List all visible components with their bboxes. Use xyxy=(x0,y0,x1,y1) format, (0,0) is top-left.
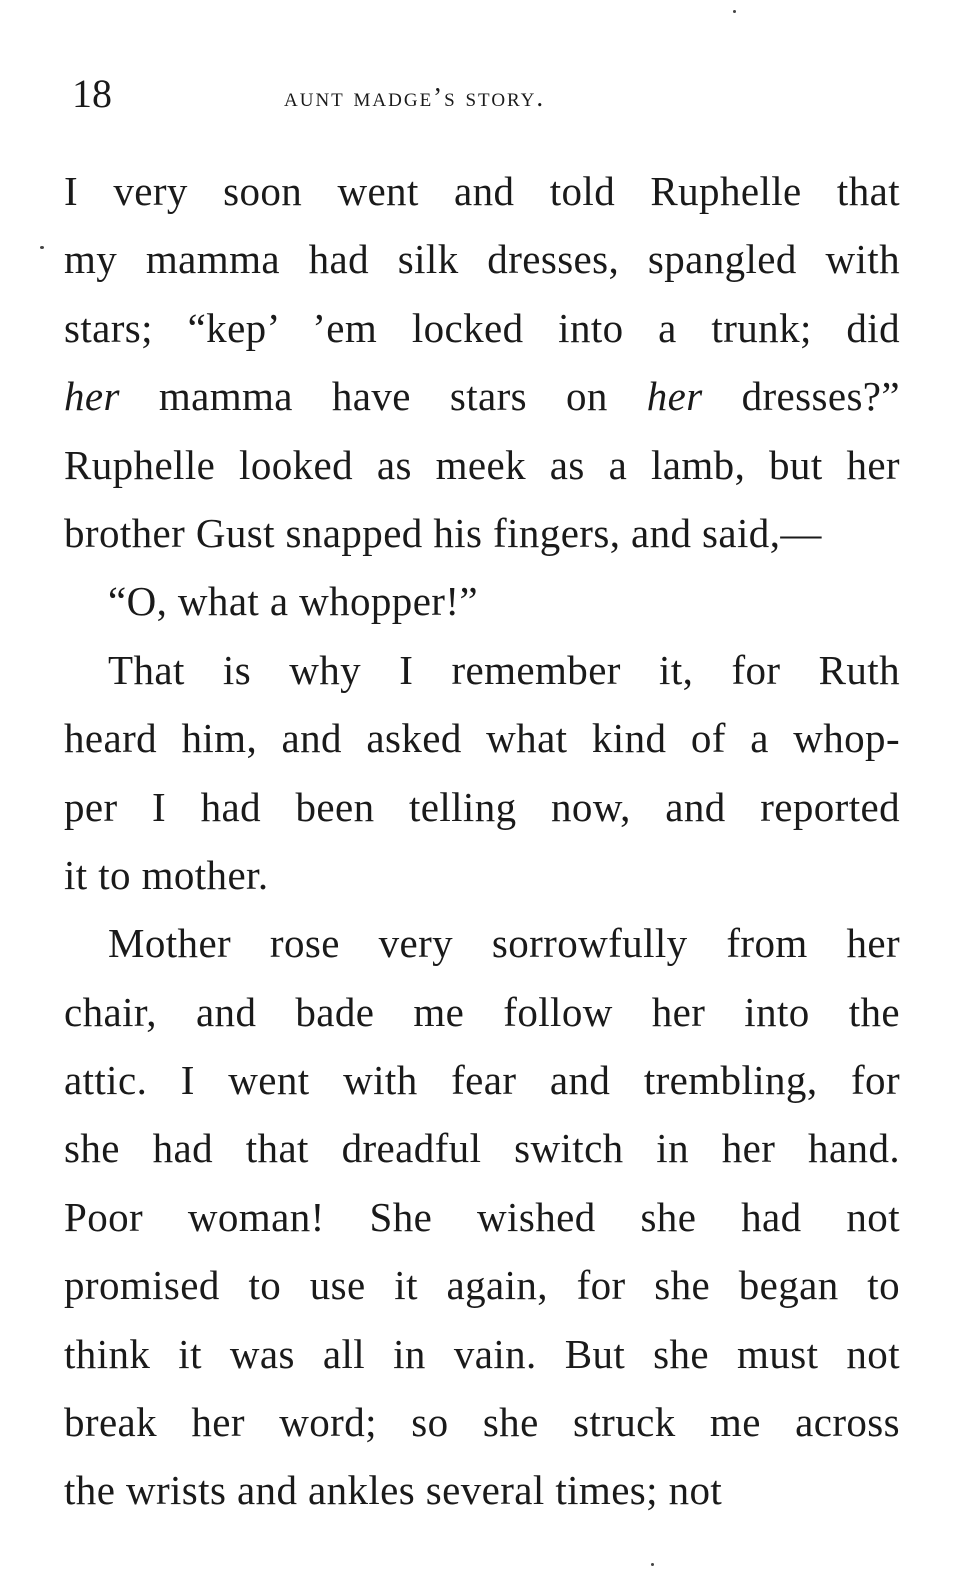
text-segment: “O, what a whopper!” xyxy=(108,578,479,625)
print-speck xyxy=(733,10,736,13)
italic-word: her xyxy=(646,373,703,420)
text-segment: stars; “kep’ ’em locked into a trunk; did xyxy=(64,304,900,351)
text-segment: think it was all in vain. But she must not xyxy=(64,1330,900,1377)
paragraph xyxy=(64,636,900,910)
text-line xyxy=(64,1456,900,1524)
text-segment: break her word; so she struck me across xyxy=(64,1399,900,1446)
text-line xyxy=(64,1388,900,1456)
text-line xyxy=(64,225,900,293)
text-segment: Poor woman! She wished she had not xyxy=(64,1193,900,1240)
text-line xyxy=(64,1046,900,1114)
text-line xyxy=(64,704,900,772)
paragraph xyxy=(64,567,900,635)
print-speck xyxy=(40,246,44,249)
text-line xyxy=(64,567,900,635)
text-segment: That is why I remember it, for Ruth xyxy=(108,646,900,693)
text-segment: mamma have stars on xyxy=(119,373,647,420)
text-line xyxy=(64,841,900,909)
text-segment: dresses?” xyxy=(702,373,900,420)
text-line xyxy=(64,773,900,841)
text-segment: promised to use it again, for she began to xyxy=(64,1262,900,1309)
text-segment: chair, and bade me follow her into the xyxy=(64,988,900,1035)
text-line xyxy=(64,1183,900,1251)
text-line xyxy=(64,1320,900,1388)
text-line xyxy=(64,294,900,362)
text-segment: I very soon went and told Ruphelle that xyxy=(64,168,900,214)
text-segment: heard him, and asked what kind of a whop- xyxy=(64,715,900,762)
text-line xyxy=(64,431,900,499)
text-segment: brother Gust snapped his fingers, and said,— xyxy=(64,509,822,556)
body-text xyxy=(64,157,900,1525)
text-line xyxy=(64,499,900,567)
text-segment: the wrists and ankles several times; not xyxy=(64,1467,723,1514)
text-line xyxy=(64,636,900,704)
text-segment: Ruphelle looked as meek as a lamb, but her xyxy=(64,441,900,488)
text-line xyxy=(64,157,900,225)
text-segment: Mother rose very sorrowfully from her xyxy=(108,920,900,967)
text-segment: my mamma had silk dresses, spangled with xyxy=(64,236,900,283)
text-line xyxy=(64,1251,900,1319)
text-segment: attic. I went with fear and trembling, for xyxy=(64,1057,900,1104)
text-segment: it to mother. xyxy=(64,851,269,898)
italic-word: her xyxy=(64,373,120,420)
running-head: aunt madge’s story. xyxy=(284,82,546,112)
text-line xyxy=(64,362,900,430)
text-line xyxy=(64,1114,900,1182)
text-segment: per I had been telling now, and reported xyxy=(64,783,900,830)
page-number: 18 xyxy=(72,71,112,116)
text-line xyxy=(64,909,900,977)
text-line xyxy=(64,978,900,1046)
page-header xyxy=(72,72,902,122)
paragraph xyxy=(64,909,900,1525)
print-speck xyxy=(651,1563,654,1566)
paragraph xyxy=(64,157,900,567)
text-segment: she had that dreadful switch in her hand. xyxy=(64,1125,900,1172)
